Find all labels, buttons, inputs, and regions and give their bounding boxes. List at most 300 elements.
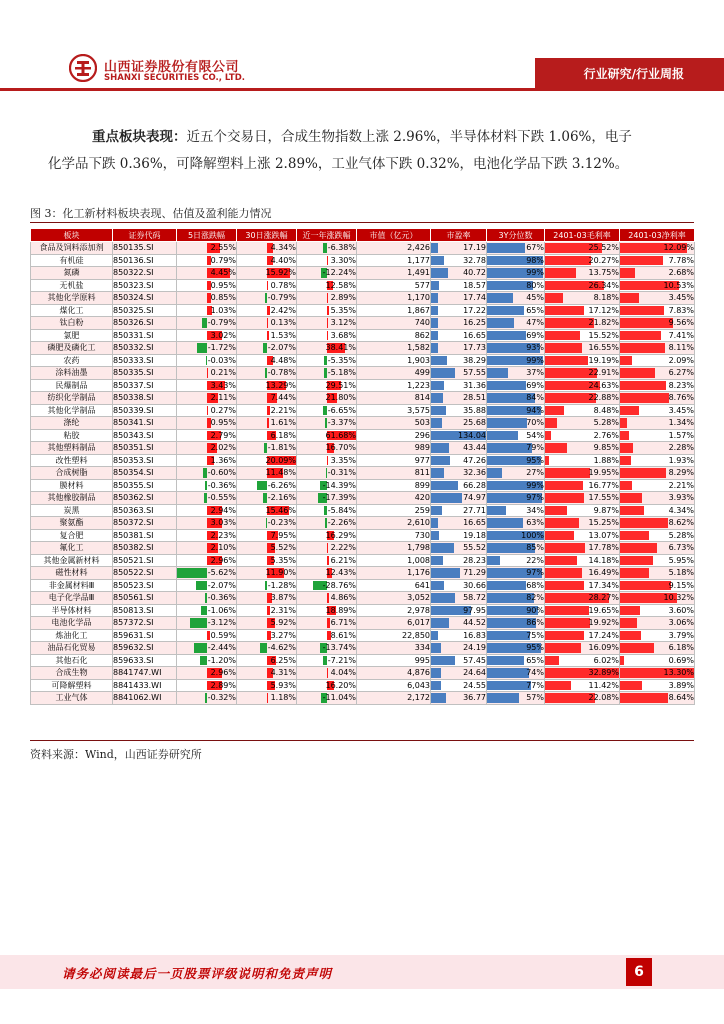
security-code: 850813.SI <box>113 604 177 617</box>
gross-margin-cell <box>545 442 620 455</box>
gross-margin-cell <box>545 279 620 292</box>
value-bar <box>620 568 649 578</box>
sector-name: 其他石化 <box>31 654 113 667</box>
change-value: 15.92% <box>265 268 296 278</box>
security-code: 850326.SI <box>113 317 177 330</box>
value-bar <box>431 693 446 703</box>
change-5d-cell <box>177 629 237 642</box>
cell-value: 97% <box>526 568 544 578</box>
cell-value: 3.45% <box>668 405 694 415</box>
percentile-cell <box>487 592 545 605</box>
change-value: 6.25% <box>270 655 296 665</box>
percentile-cell <box>487 667 545 680</box>
security-code: 850333.SI <box>113 354 177 367</box>
pe-cell <box>431 292 487 305</box>
cell-value: 65% <box>526 655 544 665</box>
cell-value: 5.95% <box>668 555 694 565</box>
percentile-cell <box>487 654 545 667</box>
gross-margin-cell <box>545 629 620 642</box>
value-bar <box>545 406 564 416</box>
net-margin-cell <box>620 329 695 342</box>
change-5d-cell <box>177 254 237 267</box>
gross-margin-cell <box>545 317 620 330</box>
cell-value: 13.07% <box>588 530 619 540</box>
change-30d-cell <box>237 642 297 655</box>
cell-value: 95% <box>526 455 544 465</box>
change-1y-cell <box>297 617 357 630</box>
cell-value: 21.82% <box>588 318 619 328</box>
gross-margin-cell <box>545 354 620 367</box>
cell-value: 99% <box>526 268 544 278</box>
market-cap-cell: 740 <box>357 317 431 330</box>
pe-cell <box>431 404 487 417</box>
change-bar <box>207 406 208 416</box>
pe-cell <box>431 354 487 367</box>
value-bar <box>431 643 441 653</box>
market-cap-cell: 730 <box>357 529 431 542</box>
table-row <box>31 367 695 380</box>
value-bar <box>620 618 637 628</box>
cell-value: 67% <box>526 243 544 253</box>
gross-margin-cell <box>545 479 620 492</box>
sector-name: 磷肥及磷化工 <box>31 342 113 355</box>
change-value: 0.95% <box>210 280 236 290</box>
cell-value: 10.32% <box>663 593 694 603</box>
change-5d-cell <box>177 692 237 705</box>
cell-value: 38.29 <box>463 355 486 365</box>
net-margin-cell <box>620 279 695 292</box>
market-cap-cell: 1,903 <box>357 354 431 367</box>
sector-name: 民爆制品 <box>31 379 113 392</box>
change-value: -0.79% <box>207 318 236 328</box>
value-bar <box>431 681 441 691</box>
cell-value: 68% <box>526 580 544 590</box>
value-bar <box>431 381 444 391</box>
percentile-cell <box>487 629 545 642</box>
change-30d-cell <box>237 667 297 680</box>
change-value: -5.84% <box>327 505 356 515</box>
cell-value: 13.30% <box>663 668 694 678</box>
change-5d-cell <box>177 517 237 530</box>
market-cap-cell: 334 <box>357 642 431 655</box>
cell-value: 3.89% <box>668 680 694 690</box>
value-bar <box>487 318 514 328</box>
table-row <box>31 329 695 342</box>
value-bar <box>487 656 524 666</box>
value-bar <box>620 531 649 541</box>
gross-margin-cell <box>545 679 620 692</box>
security-code: 850135.SI <box>113 242 177 255</box>
cell-value: 82% <box>526 593 544 603</box>
change-1y-cell <box>297 392 357 405</box>
column-header: 板块 <box>31 229 113 242</box>
change-1y-cell <box>297 242 357 255</box>
cell-value: 8.11% <box>668 343 694 353</box>
cell-value: 15.52% <box>588 330 619 340</box>
value-bar <box>620 431 629 441</box>
summary-line-2: 化学品下跌 0.36%，可降解塑料上涨 2.89%，工业气体下跌 0.32%，电池化学品下跌 3.12%。 <box>48 156 629 172</box>
gross-margin-cell <box>545 329 620 342</box>
change-value: 2.94% <box>210 505 236 515</box>
value-bar <box>431 506 442 516</box>
percentile-cell <box>487 492 545 505</box>
change-value: 1.36% <box>210 455 236 465</box>
market-cap-cell: 977 <box>357 454 431 467</box>
value-bar <box>431 493 462 503</box>
change-value: 4.40% <box>270 255 296 265</box>
sector-name: 可降解塑料 <box>31 679 113 692</box>
change-value: 0.95% <box>210 418 236 428</box>
cell-value: 86% <box>526 618 544 628</box>
cell-value: 8.29% <box>668 468 694 478</box>
table-row <box>31 279 695 292</box>
table-row <box>31 354 695 367</box>
net-margin-cell <box>620 567 695 580</box>
sector-name: 其他化学原料 <box>31 292 113 305</box>
gross-margin-cell <box>545 379 620 392</box>
change-value: 16.20% <box>325 680 356 690</box>
change-value: 5.52% <box>270 543 296 553</box>
cell-value: 28.27% <box>588 593 619 603</box>
gross-margin-cell <box>545 304 620 317</box>
value-bar <box>620 693 668 703</box>
change-5d-cell <box>177 667 237 680</box>
cell-value: 16.55% <box>588 343 619 353</box>
change-30d-cell <box>237 467 297 480</box>
change-value: -11.04% <box>322 693 356 703</box>
cell-value: 30.66 <box>463 580 486 590</box>
change-30d-cell <box>237 479 297 492</box>
percentile-cell <box>487 342 545 355</box>
security-code: 850331.SI <box>113 329 177 342</box>
security-code: 850523.SI <box>113 579 177 592</box>
percentile-cell <box>487 379 545 392</box>
pe-cell <box>431 604 487 617</box>
change-1y-cell <box>297 542 357 555</box>
market-cap-cell: 6,017 <box>357 617 431 630</box>
change-bar <box>267 281 268 291</box>
change-bar <box>327 668 329 678</box>
cell-value: 97.95 <box>463 605 486 615</box>
change-value: 2.96% <box>210 555 236 565</box>
cell-value: 47.26 <box>463 455 486 465</box>
sector-name: 钛白粉 <box>31 317 113 330</box>
table-row <box>31 679 695 692</box>
cell-value: 1.93% <box>668 455 694 465</box>
change-5d-cell <box>177 679 237 692</box>
market-cap-cell: 1,008 <box>357 554 431 567</box>
change-value: 8.61% <box>330 630 356 640</box>
cell-value: 6.73% <box>668 543 694 553</box>
cell-value: 4.34% <box>668 505 694 515</box>
market-cap-cell: 577 <box>357 279 431 292</box>
cell-value: 0.69% <box>668 655 694 665</box>
value-bar <box>620 293 639 303</box>
change-1y-cell <box>297 517 357 530</box>
change-bar <box>204 493 207 503</box>
security-code: 850381.SI <box>113 529 177 542</box>
cell-value: 19.95% <box>588 468 619 478</box>
gross-margin-cell <box>545 342 620 355</box>
pe-cell <box>431 317 487 330</box>
change-value: -1.28% <box>267 580 296 590</box>
gross-margin-cell <box>545 429 620 442</box>
value-bar <box>431 631 438 641</box>
column-header: 市盈率 <box>431 229 487 242</box>
change-value: -1.20% <box>207 655 236 665</box>
market-cap-cell: 1,170 <box>357 292 431 305</box>
change-1y-cell <box>297 267 357 280</box>
table-row <box>31 567 695 580</box>
change-value: -0.31% <box>327 468 356 478</box>
change-value: -2.44% <box>207 643 236 653</box>
cell-value: 16.77% <box>588 480 619 490</box>
change-bar <box>324 368 326 378</box>
change-value: 3.30% <box>330 255 356 265</box>
sector-name: 纺织化学制品 <box>31 392 113 405</box>
market-cap-cell: 989 <box>357 442 431 455</box>
change-1y-cell <box>297 379 357 392</box>
cell-value: 44.52 <box>463 618 486 628</box>
cell-value: 17.74 <box>463 293 486 303</box>
market-cap-cell: 2,978 <box>357 604 431 617</box>
pe-cell <box>431 392 487 405</box>
change-bar <box>205 481 207 491</box>
security-code: 850522.SI <box>113 567 177 580</box>
sector-name: 半导体材料 <box>31 604 113 617</box>
gross-margin-cell <box>545 392 620 405</box>
cell-value: 14.18% <box>588 555 619 565</box>
change-30d-cell <box>237 629 297 642</box>
value-bar <box>620 643 654 653</box>
value-bar <box>545 456 549 466</box>
cell-value: 17.34% <box>588 580 619 590</box>
value-bar <box>431 393 443 403</box>
cell-value: 58.72 <box>463 593 486 603</box>
gross-margin-cell <box>545 454 620 467</box>
net-margin-cell <box>620 654 695 667</box>
cell-value: 17.78% <box>588 543 619 553</box>
cell-value: 16.65 <box>463 330 486 340</box>
cell-value: 17.24% <box>588 630 619 640</box>
cell-value: 7.78% <box>668 255 694 265</box>
summary-paragraph <box>48 124 688 178</box>
value-bar <box>620 318 673 328</box>
gross-margin-cell <box>545 467 620 480</box>
change-value: -6.38% <box>327 243 356 253</box>
change-5d-cell <box>177 567 237 580</box>
cell-value: 34% <box>526 505 544 515</box>
percentile-cell <box>487 304 545 317</box>
change-5d-cell <box>177 579 237 592</box>
change-1y-cell <box>297 529 357 542</box>
cell-value: 6.02% <box>593 655 619 665</box>
value-bar <box>545 331 580 341</box>
section-tab <box>535 58 724 88</box>
market-cap-cell: 2,610 <box>357 517 431 530</box>
value-bar <box>487 668 529 678</box>
security-code: 850322.SI <box>113 267 177 280</box>
change-bar <box>264 443 267 453</box>
change-bar <box>260 643 267 653</box>
pe-cell <box>431 517 487 530</box>
security-code: 850323.SI <box>113 279 177 292</box>
percentile-cell <box>487 404 545 417</box>
market-cap-cell: 420 <box>357 492 431 505</box>
net-margin-cell <box>620 292 695 305</box>
cell-value: 99% <box>526 355 544 365</box>
change-1y-cell <box>297 592 357 605</box>
change-bar <box>257 481 266 491</box>
change-30d-cell <box>237 392 297 405</box>
cell-value: 32.36 <box>463 468 486 478</box>
change-value: -2.16% <box>267 493 296 503</box>
pe-cell <box>431 529 487 542</box>
percentile-cell <box>487 454 545 467</box>
column-header: 近一年涨跌幅 <box>297 229 357 242</box>
value-bar <box>487 306 524 316</box>
change-1y-cell <box>297 417 357 430</box>
market-cap-cell: 6,043 <box>357 679 431 692</box>
cell-value: 74.97 <box>463 493 486 503</box>
value-bar <box>431 456 450 466</box>
cell-value: 25.68 <box>463 418 486 428</box>
sector-name: 农药 <box>31 354 113 367</box>
gross-margin-cell <box>545 617 620 630</box>
cell-value: 8.76% <box>668 393 694 403</box>
cell-value: 1.57% <box>668 430 694 440</box>
net-margin-cell <box>620 317 695 330</box>
cell-value: 63% <box>526 518 544 528</box>
change-30d-cell <box>237 379 297 392</box>
security-code: 850521.SI <box>113 554 177 567</box>
value-bar <box>620 331 661 341</box>
change-value: -1.06% <box>207 605 236 615</box>
cell-value: 12.09% <box>663 243 694 253</box>
change-value: 11.90% <box>265 568 296 578</box>
cell-value: 8.18% <box>593 293 619 303</box>
value-bar <box>620 406 639 416</box>
value-bar <box>620 456 631 466</box>
value-bar <box>620 543 657 553</box>
pe-cell <box>431 679 487 692</box>
value-bar <box>620 356 632 366</box>
value-bar <box>431 293 438 303</box>
table-row <box>31 379 695 392</box>
cell-value: 11.42% <box>588 680 619 690</box>
value-bar <box>545 518 579 528</box>
pe-cell <box>431 479 487 492</box>
change-value: 16.29% <box>325 530 356 540</box>
sector-name: 复合肥 <box>31 529 113 542</box>
net-margin-cell <box>620 629 695 642</box>
cell-value: 17.22 <box>463 305 486 315</box>
value-bar <box>431 481 458 491</box>
pe-cell <box>431 617 487 630</box>
change-1y-cell <box>297 692 357 705</box>
cell-value: 16.83 <box>463 630 486 640</box>
value-bar <box>620 368 655 378</box>
value-bar <box>620 556 653 566</box>
change-5d-cell <box>177 392 237 405</box>
change-value: 3.43% <box>210 380 236 390</box>
sector-name: 其他橡胶制品 <box>31 492 113 505</box>
net-margin-cell <box>620 517 695 530</box>
value-bar <box>487 518 523 528</box>
value-bar <box>620 418 627 428</box>
net-margin-cell <box>620 454 695 467</box>
value-bar <box>431 543 454 553</box>
change-30d-cell <box>237 517 297 530</box>
market-cap-cell: 1,177 <box>357 254 431 267</box>
net-margin-cell <box>620 392 695 405</box>
change-1y-cell <box>297 667 357 680</box>
net-margin-cell <box>620 529 695 542</box>
percentile-cell <box>487 617 545 630</box>
column-header: 5日涨跌幅 <box>177 229 237 242</box>
net-margin-cell <box>620 504 695 517</box>
net-margin-cell <box>620 642 695 655</box>
table-row <box>31 654 695 667</box>
change-value: 6.71% <box>330 618 356 628</box>
net-margin-cell <box>620 367 695 380</box>
change-5d-cell <box>177 642 237 655</box>
value-bar <box>431 443 449 453</box>
sector-name: 氟化工 <box>31 542 113 555</box>
value-bar <box>487 431 518 441</box>
value-bar <box>620 343 665 353</box>
value-bar <box>431 368 455 378</box>
value-bar <box>487 243 525 253</box>
change-value: 1.18% <box>270 693 296 703</box>
cell-value: 32.89% <box>588 668 619 678</box>
change-value: 12.43% <box>325 568 356 578</box>
sector-name: 膜材料 <box>31 479 113 492</box>
gross-margin-cell <box>545 542 620 555</box>
change-value: 20.09% <box>265 455 296 465</box>
cell-value: 16.09% <box>588 643 619 653</box>
cell-value: 10.53% <box>663 280 694 290</box>
change-bar <box>265 293 266 303</box>
gross-margin-cell <box>545 254 620 267</box>
sector-name: 电子化学品Ⅲ <box>31 592 113 605</box>
table-row <box>31 267 695 280</box>
sector-name: 其他金属新材料 <box>31 554 113 567</box>
change-value: -0.23% <box>267 518 296 528</box>
cell-value: 7.41% <box>668 330 694 340</box>
column-header: 市值（亿元） <box>357 229 431 242</box>
header-divider <box>0 88 724 91</box>
change-1y-cell <box>297 554 357 567</box>
market-cap-cell: 1,223 <box>357 379 431 392</box>
pe-cell <box>431 279 487 292</box>
cell-value: 18.57 <box>463 280 486 290</box>
change-value: 6.21% <box>330 555 356 565</box>
percentile-cell <box>487 529 545 542</box>
cell-value: 27% <box>526 468 544 478</box>
change-value: 12.58% <box>325 280 356 290</box>
change-value: 2.31% <box>270 605 296 615</box>
value-bar <box>487 468 502 478</box>
table-body <box>31 242 695 705</box>
change-1y-cell <box>297 679 357 692</box>
pe-cell <box>431 629 487 642</box>
cell-value: 77% <box>526 680 544 690</box>
table-row <box>31 404 695 417</box>
change-bar <box>267 606 270 616</box>
gross-margin-cell <box>545 642 620 655</box>
market-cap-cell: 1,491 <box>357 267 431 280</box>
